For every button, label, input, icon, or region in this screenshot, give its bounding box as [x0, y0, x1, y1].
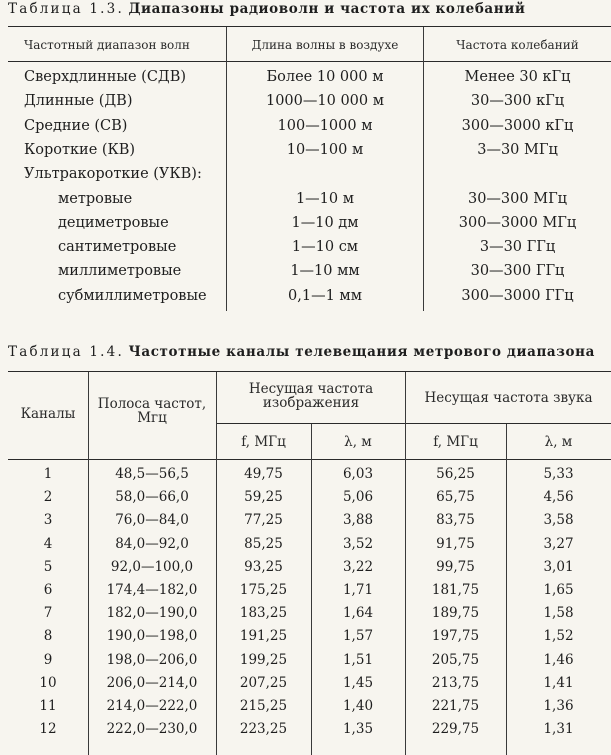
table2-image-lambda: 5,06 — [342, 489, 374, 506]
table2-sound-lambda: 1,46 — [543, 651, 574, 668]
table2-image-lambda: 3,22 — [342, 558, 374, 575]
table2-sound-lambda: 3,27 — [543, 535, 574, 552]
table2-header-band: Полоса частот, Мгц — [97, 396, 207, 426]
table1-range-name: дециметровые — [58, 214, 169, 231]
table2-sound-freq: 91,75 — [436, 535, 475, 552]
table2-image-freq: 183,25 — [239, 605, 288, 622]
table2-header-image-carrier: Несущая частота изображения — [248, 381, 374, 411]
table2-image-lambda: 3,52 — [342, 535, 374, 552]
table2-image-freq: 207,25 — [239, 674, 288, 691]
table2-sound-freq: 181,75 — [431, 582, 480, 598]
table2-sound-lambda: 3,01 — [543, 558, 574, 575]
table2-sound-freq: 65,75 — [436, 489, 475, 506]
table2-band: 174,4—182,0 — [106, 582, 198, 598]
table2-sound-lambda: 1,65 — [543, 582, 574, 598]
table2-channel: 10 — [39, 674, 57, 691]
table2-sound-freq: 189,75 — [431, 605, 480, 622]
table2-sound-lambda: 1,41 — [543, 674, 574, 691]
table2-header-image-f: f, МГц — [241, 434, 286, 450]
table2-image-freq: 93,25 — [244, 558, 283, 575]
table2-band: 222,0—230,0 — [106, 721, 198, 738]
table1-frequency: 3—30 ГГц — [479, 239, 556, 256]
table1-wavelength: 0,1—1 мм — [288, 287, 362, 304]
table2-image-lambda: 1,45 — [342, 674, 374, 691]
table2-sound-lambda: 5,33 — [543, 466, 574, 482]
table2-sound-lambda: 3,58 — [543, 512, 574, 529]
table2-band: 182,0—190,0 — [106, 605, 198, 622]
table2-sound-freq: 83,75 — [436, 512, 475, 529]
table1-frequency: 300—3000 МГц — [458, 214, 577, 231]
table1-range-name: метровые — [58, 190, 133, 207]
table1-wavelength: 10—100 м — [286, 141, 364, 158]
table2-image-freq: 191,25 — [239, 628, 288, 645]
table2-band: 58,0—66,0 — [115, 489, 189, 506]
table2-sound-freq: 221,75 — [431, 698, 480, 714]
table1-header-frequency: Частота колебаний — [456, 38, 579, 52]
table2-channel: 5 — [43, 558, 53, 575]
table2-caption — [8, 344, 595, 360]
table2-image-lambda: 1,57 — [342, 628, 374, 645]
table2-image-freq: 215,25 — [239, 698, 288, 714]
table1-wavelength: 100—1000 м — [277, 117, 373, 134]
table1-frequency: 30—300 МГц — [467, 190, 567, 207]
table1-title: Диапазоны радиоволн и частота их колебаний — [128, 1, 526, 17]
table2-header-channels: Каналы — [20, 406, 76, 422]
table1-frequency: 3—30 МГц — [477, 141, 558, 158]
table2-image-lambda: 1,64 — [342, 605, 374, 622]
table2-sound-lambda: 1,36 — [543, 698, 574, 714]
table2-image-lambda: 1,40 — [342, 698, 374, 714]
table1-frequency: 300—3000 кГц — [461, 117, 574, 134]
table2-header-sound-carrier: Несущая частота звука — [424, 390, 593, 406]
table1-header-rule — [8, 61, 611, 62]
table2-channel: 1 — [43, 466, 53, 482]
table2-top-rule — [8, 371, 611, 372]
table1-wavelength: 1—10 см — [291, 239, 359, 256]
table2-image-lambda: 1,35 — [342, 721, 374, 738]
table1-top-rule — [8, 26, 611, 27]
table2-sound-lambda: 1,58 — [543, 605, 574, 622]
table1-wavelength: Более 10 000 м — [266, 69, 384, 85]
table1-frequency: Менее 30 кГц — [464, 69, 571, 85]
table2-header-rule — [8, 459, 611, 460]
table2-band: 214,0—222,0 — [106, 698, 198, 714]
table2-image-lambda: 3,88 — [342, 512, 374, 529]
table2-band: 76,0—84,0 — [115, 512, 189, 529]
table2-channel: 4 — [43, 535, 53, 552]
table2-channel: 8 — [43, 628, 53, 645]
table2-image-freq: 49,75 — [244, 466, 283, 482]
table1-range-name: Ультракороткие (УКВ): — [24, 166, 202, 183]
table2-sound-lambda: 4,56 — [543, 489, 574, 506]
table2-header-image-lambda: λ, м — [344, 434, 372, 450]
table2-sound-lambda: 1,31 — [543, 721, 574, 738]
table2-channel: 11 — [39, 698, 57, 714]
table2-band: 92,0—100,0 — [110, 558, 194, 575]
table2-channel: 7 — [43, 605, 53, 622]
table2-image-freq: 59,25 — [244, 489, 283, 506]
table2-image-lambda: 1,71 — [342, 582, 374, 598]
table1-caption — [8, 1, 525, 17]
table2-header-sound-f: f, МГц — [433, 434, 478, 450]
table2-subheader-rule — [216, 423, 611, 424]
table1-wavelength: 1—10 дм — [291, 214, 359, 231]
table2-sound-freq: 205,75 — [431, 651, 480, 668]
table2-image-lambda: 1,51 — [342, 651, 374, 668]
table2-band: 84,0—92,0 — [115, 535, 189, 552]
table1-frequency: 30—300 ГГц — [470, 263, 565, 280]
table1-wavelength: 1000—10 000 м — [265, 93, 385, 110]
table2-label: Таблица 1.4. — [8, 344, 124, 360]
table2-channel: 2 — [43, 489, 53, 506]
table2-image-freq: 223,25 — [239, 721, 288, 738]
table1-range-name: Длинные (ДВ) — [24, 93, 133, 110]
table1-range-name: Средние (СВ) — [24, 117, 128, 134]
table1-label: Таблица 1.3. — [8, 1, 124, 17]
table2-sound-freq: 197,75 — [431, 628, 480, 645]
table2-band: 198,0—206,0 — [106, 651, 198, 668]
table2-channel: 6 — [43, 582, 53, 598]
table1-frequency: 30—300 кГц — [470, 93, 565, 110]
table2-title: Частотные каналы телевещания метрового диапазона — [128, 344, 595, 360]
table2-sound-lambda: 1,52 — [543, 628, 574, 645]
table2-sound-freq: 213,75 — [431, 674, 480, 691]
table1-range-name: Сверхдлинные (СДВ) — [24, 69, 187, 85]
table2-image-freq: 77,25 — [244, 512, 283, 529]
table2-image-freq: 175,25 — [239, 582, 288, 598]
table2-channel: 12 — [39, 721, 57, 738]
table2-channel: 3 — [43, 512, 53, 529]
table1-header-wavelength: Длина волны в воздухе — [251, 38, 399, 52]
table2-sound-freq: 56,25 — [436, 466, 475, 482]
table2-band: 48,5—56,5 — [115, 466, 189, 482]
table2-image-freq: 85,25 — [244, 535, 283, 552]
table2-image-lambda: 6,03 — [342, 466, 374, 482]
table1-wavelength: 1—10 м — [295, 190, 355, 207]
table1-range-name: сантиметровые — [58, 239, 177, 256]
table1-wavelength: 1—10 мм — [290, 263, 360, 280]
table2-channel: 9 — [43, 651, 53, 668]
table2-sound-freq: 99,75 — [436, 558, 475, 575]
table1-frequency: 300—3000 ГГц — [461, 287, 574, 304]
table2-band: 190,0—198,0 — [106, 628, 198, 645]
table2-band: 206,0—214,0 — [106, 674, 198, 691]
table1-range-name: Короткие (КВ) — [24, 141, 136, 158]
table1-range-name: миллиметровые — [58, 263, 182, 280]
table2-sound-freq: 229,75 — [431, 721, 480, 738]
table2-header-sound-lambda: λ, м — [544, 434, 573, 450]
table1-range-name: субмиллиметровые — [58, 287, 207, 304]
table1-header-range: Частотный диапазон волн — [24, 38, 190, 52]
table2-image-freq: 199,25 — [239, 651, 288, 668]
